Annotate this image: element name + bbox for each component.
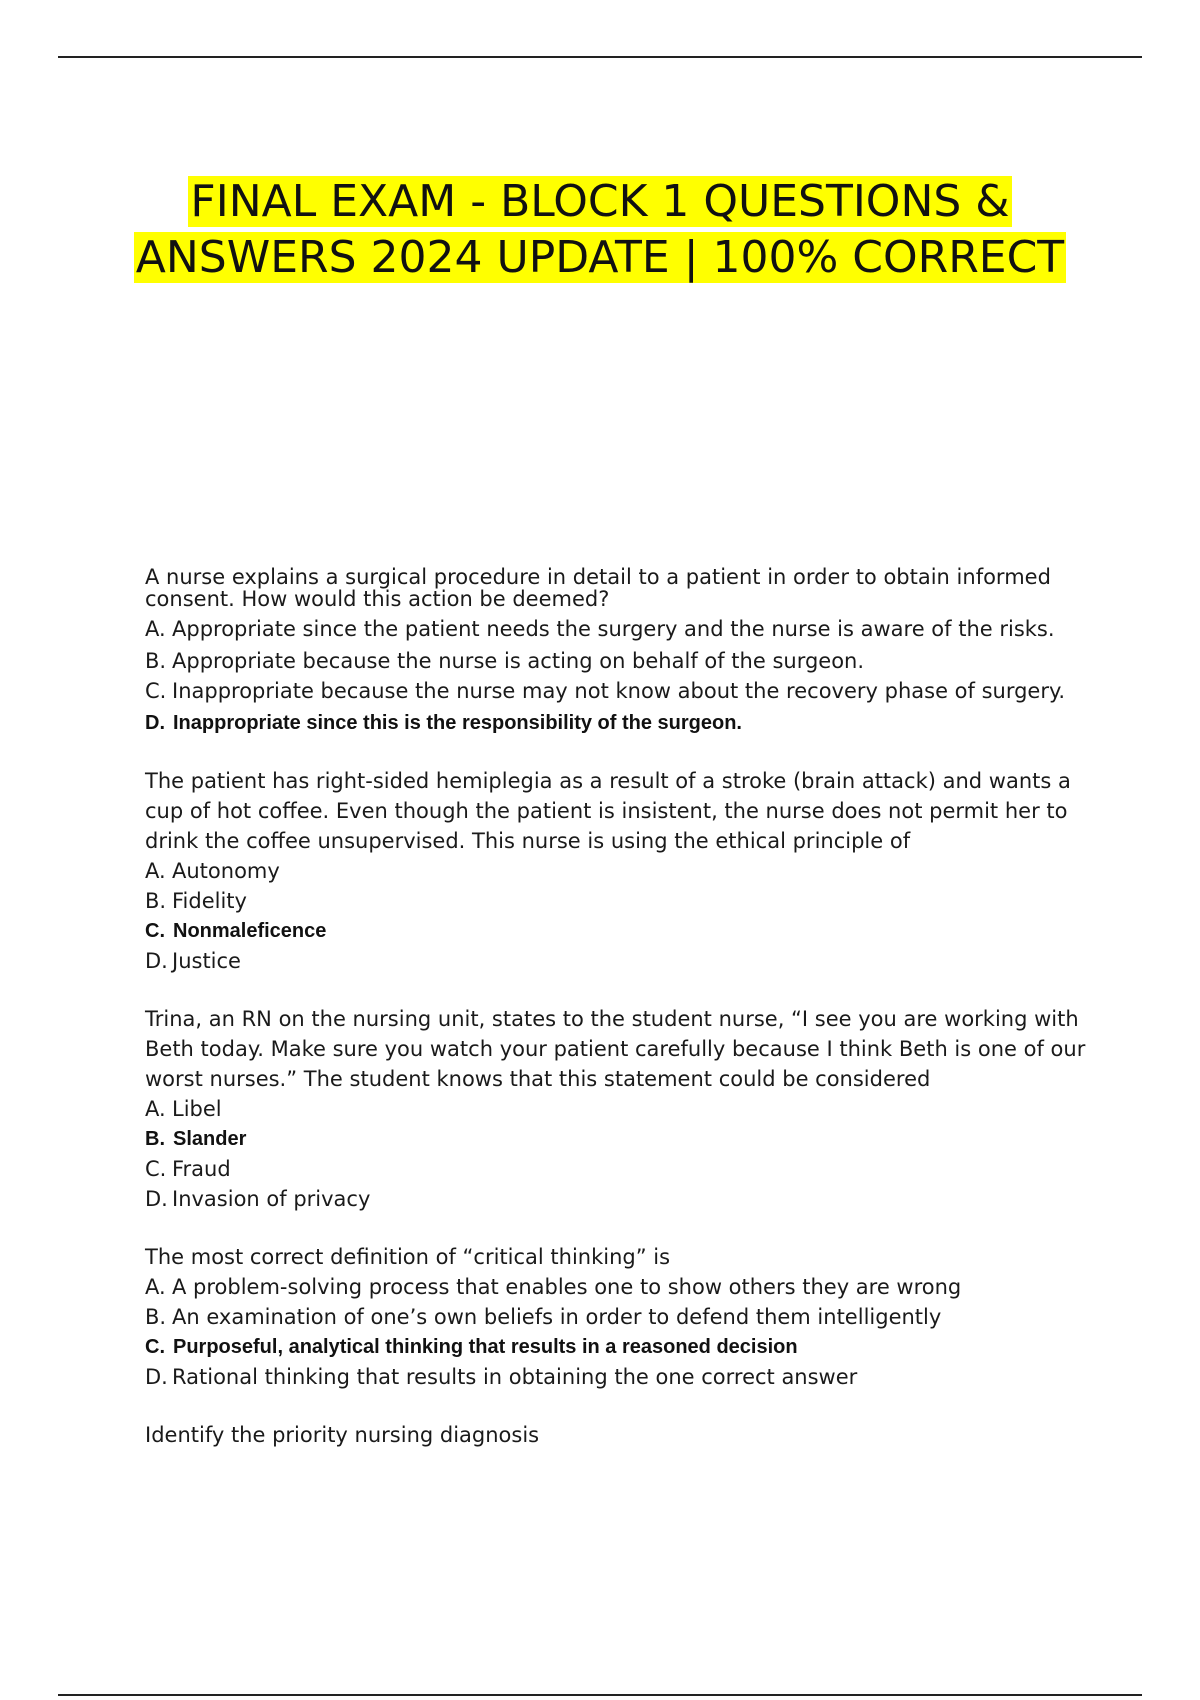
option-b — [145, 886, 1095, 916]
document-title — [100, 174, 1100, 286]
option-c — [145, 1154, 1095, 1184]
option-letter: C. — [145, 920, 165, 942]
question-stem: The most correct definition of “critical thinking” is — [145, 1245, 671, 1269]
question-4 — [145, 1242, 1095, 1392]
option-letter: C. — [145, 679, 167, 703]
option-text: Autonomy — [172, 859, 280, 883]
question-stem: Trina, an RN on the nursing unit, states to the student nurse, “I see you are working with Beth today. Make sure you watch your patient carefully because I think Beth is one of our worst nurses.” The student knows that this statement could be considered — [145, 1007, 1086, 1091]
option-text: Purposeful, analytical thinking that results in a reasoned decision — [173, 1336, 798, 1358]
option-letter: A. — [145, 859, 166, 883]
option-letter: B. — [145, 1128, 165, 1150]
option-letter: C. — [145, 1157, 167, 1181]
option-d — [145, 1362, 1095, 1392]
option-d — [145, 946, 1095, 976]
question-stem: The patient has right-sided hemiplegia as a result of a stroke (brain attack) and wants a cup of hot coffee. Even though the patient is insistent, the nurse does not permit her to drink the coffee unsupervised. This nurse is using the ethical principle of — [145, 769, 1071, 853]
option-text: Libel — [172, 1097, 222, 1121]
option-b-correct-answer — [145, 1124, 1095, 1154]
option-letter: D. — [145, 949, 168, 973]
option-text: Fidelity — [172, 889, 247, 913]
bottom-rule — [58, 1694, 1142, 1696]
option-text: Rational thinking that results in obtaining the one correct answer — [172, 1365, 858, 1389]
top-rule — [58, 56, 1142, 58]
option-letter: A. — [145, 1275, 166, 1299]
option-b — [145, 646, 1095, 676]
option-text: Inappropriate because the nurse may not know about the recovery phase of surgery. — [172, 679, 1066, 703]
question-3 — [145, 1004, 1095, 1214]
question-stem: Identify the priority nursing diagnosis — [145, 1423, 540, 1447]
option-a — [145, 1094, 1095, 1124]
option-c — [145, 676, 1095, 706]
option-b — [145, 1302, 1095, 1332]
option-text: Slander — [173, 1128, 247, 1150]
option-d-correct-answer — [145, 708, 1095, 738]
option-letter: D. — [145, 1187, 168, 1211]
document-title-text: FINAL EXAM - BLOCK 1 QUESTIONS & ANSWERS 2024 UPDATE | 100% CORRECT — [135, 176, 1065, 283]
option-letter: C. — [145, 1336, 165, 1358]
option-a — [145, 856, 1095, 886]
option-a — [145, 614, 1095, 644]
option-letter: A. — [145, 617, 166, 641]
option-text: Fraud — [172, 1157, 231, 1181]
option-letter: B. — [145, 889, 167, 913]
option-letter: D. — [145, 1365, 168, 1389]
option-a — [145, 1272, 1095, 1302]
option-letter: D. — [145, 712, 165, 734]
option-text: Appropriate since the patient needs the surgery and the nurse is aware of the risks. — [172, 617, 1055, 641]
question-stem: A nurse explains a surgical procedure in detail to a patient in order to obtain informed consent. How would this action be deemed? — [145, 565, 1051, 611]
question-2 — [145, 766, 1095, 976]
option-letter: B. — [145, 649, 167, 673]
option-c-correct-answer — [145, 916, 1095, 946]
option-text: Inappropriate since this is the responsibility of the surgeon. — [173, 712, 742, 734]
option-c-correct-answer — [145, 1332, 1095, 1362]
option-text: Nonmaleficence — [173, 920, 327, 942]
option-text: Justice — [172, 949, 241, 973]
question-1 — [145, 566, 1095, 738]
option-text: Appropriate because the nurse is acting on behalf of the surgeon. — [172, 649, 865, 673]
option-text: A problem-solving process that enables one to show others they are wrong — [172, 1275, 962, 1299]
option-letter: A. — [145, 1097, 166, 1121]
option-text: An examination of one’s own beliefs in order to defend them intelligently — [172, 1305, 942, 1329]
option-text: Invasion of privacy — [172, 1187, 371, 1211]
option-letter: B. — [145, 1305, 167, 1329]
question-5 — [145, 1420, 1095, 1450]
option-d — [145, 1184, 1095, 1214]
questions-section — [145, 566, 1095, 1478]
